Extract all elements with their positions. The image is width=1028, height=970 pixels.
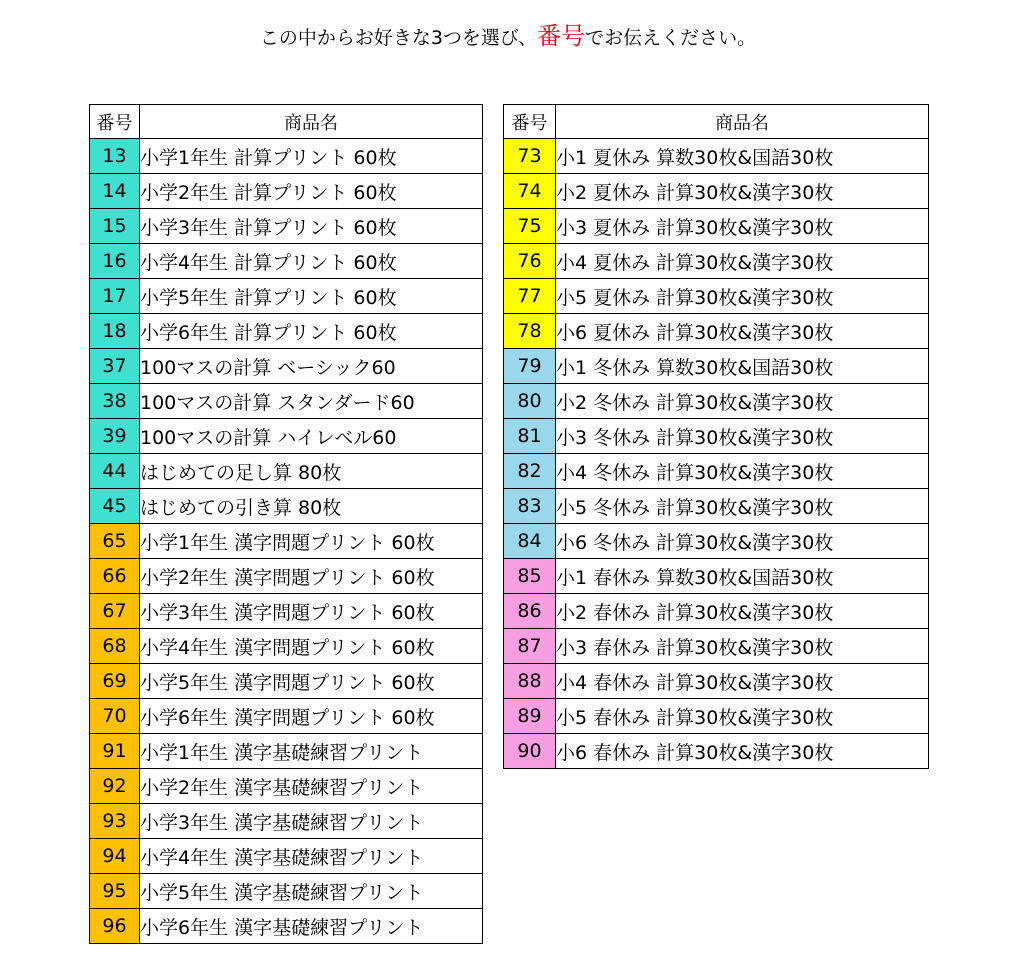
product-number: 37 bbox=[90, 349, 140, 384]
product-number: 83 bbox=[504, 489, 556, 524]
product-name: 小学5年生 計算プリント 60枚 bbox=[140, 279, 483, 314]
product-table-left bbox=[89, 104, 483, 944]
product-number: 15 bbox=[90, 209, 140, 244]
product-number: 13 bbox=[90, 139, 140, 174]
product-name: 小学1年生 漢字問題プリント 60枚 bbox=[140, 524, 483, 559]
instruction-text-before: この中からお好きな3つを選び、 bbox=[259, 27, 538, 49]
product-number: 70 bbox=[90, 699, 140, 734]
table-header-row bbox=[90, 105, 483, 139]
product-number: 76 bbox=[504, 244, 556, 279]
table-row bbox=[504, 244, 929, 279]
product-name: 小4 夏休み 計算30枚&漢字30枚 bbox=[556, 244, 929, 279]
product-number: 92 bbox=[90, 769, 140, 804]
product-number: 88 bbox=[504, 664, 556, 699]
table-row bbox=[90, 804, 483, 839]
product-number: 81 bbox=[504, 419, 556, 454]
table-row bbox=[504, 629, 929, 664]
product-number: 69 bbox=[90, 664, 140, 699]
product-number: 16 bbox=[90, 244, 140, 279]
product-name: 小2 冬休み 計算30枚&漢字30枚 bbox=[556, 384, 929, 419]
product-number: 77 bbox=[504, 279, 556, 314]
product-number: 45 bbox=[90, 489, 140, 524]
product-name: 小1 冬休み 算数30枚&国語30枚 bbox=[556, 349, 929, 384]
product-name: はじめての引き算 80枚 bbox=[140, 489, 483, 524]
product-name: 小3 春休み 計算30枚&漢字30枚 bbox=[556, 629, 929, 664]
column-header-name: 商品名 bbox=[556, 105, 929, 139]
table-row bbox=[504, 664, 929, 699]
table-row bbox=[90, 244, 483, 279]
table-header-row bbox=[504, 105, 929, 139]
table-row bbox=[504, 384, 929, 419]
product-name: 小学4年生 漢字基礎練習プリント bbox=[140, 839, 483, 874]
product-name: 小1 春休み 算数30枚&国語30枚 bbox=[556, 559, 929, 594]
product-name: 100マスの計算 スタンダード60 bbox=[140, 384, 483, 419]
product-name: 小学3年生 漢字問題プリント 60枚 bbox=[140, 594, 483, 629]
product-name: 小学2年生 漢字基礎練習プリント bbox=[140, 769, 483, 804]
table-row bbox=[90, 664, 483, 699]
column-header-name: 商品名 bbox=[140, 105, 483, 139]
product-number: 67 bbox=[90, 594, 140, 629]
table-row bbox=[504, 699, 929, 734]
product-name: 小学5年生 漢字基礎練習プリント bbox=[140, 874, 483, 909]
product-name: 小2 春休み 計算30枚&漢字30枚 bbox=[556, 594, 929, 629]
table-row bbox=[90, 314, 483, 349]
product-number: 89 bbox=[504, 699, 556, 734]
product-name: 小学6年生 漢字問題プリント 60枚 bbox=[140, 699, 483, 734]
product-number: 82 bbox=[504, 454, 556, 489]
table-row bbox=[90, 874, 483, 909]
product-number: 85 bbox=[504, 559, 556, 594]
table-row bbox=[90, 524, 483, 559]
table-row bbox=[504, 524, 929, 559]
table-row bbox=[504, 139, 929, 174]
product-name: 小2 夏休み 計算30枚&漢字30枚 bbox=[556, 174, 929, 209]
product-number: 91 bbox=[90, 734, 140, 769]
product-name: 小学6年生 漢字基礎練習プリント bbox=[140, 909, 483, 944]
product-number: 44 bbox=[90, 454, 140, 489]
product-name: 小学4年生 漢字問題プリント 60枚 bbox=[140, 629, 483, 664]
table-row bbox=[90, 909, 483, 944]
product-name: 小学3年生 漢字基礎練習プリント bbox=[140, 804, 483, 839]
product-number: 96 bbox=[90, 909, 140, 944]
product-number: 78 bbox=[504, 314, 556, 349]
product-number: 18 bbox=[90, 314, 140, 349]
product-number: 38 bbox=[90, 384, 140, 419]
product-number: 74 bbox=[504, 174, 556, 209]
product-name: 小5 春休み 計算30枚&漢字30枚 bbox=[556, 699, 929, 734]
product-name: 100マスの計算 ベーシック60 bbox=[140, 349, 483, 384]
table-row bbox=[504, 209, 929, 244]
product-name: 100マスの計算 ハイレベル60 bbox=[140, 419, 483, 454]
product-name: 小4 冬休み 計算30枚&漢字30枚 bbox=[556, 454, 929, 489]
product-name: 小3 冬休み 計算30枚&漢字30枚 bbox=[556, 419, 929, 454]
product-name: 小学2年生 計算プリント 60枚 bbox=[140, 174, 483, 209]
product-number: 17 bbox=[90, 279, 140, 314]
table-row bbox=[90, 734, 483, 769]
product-number: 75 bbox=[504, 209, 556, 244]
product-number: 90 bbox=[504, 734, 556, 769]
product-name: 小5 冬休み 計算30枚&漢字30枚 bbox=[556, 489, 929, 524]
table-row bbox=[504, 174, 929, 209]
table-row bbox=[504, 559, 929, 594]
product-number: 79 bbox=[504, 349, 556, 384]
product-name: 小6 夏休み 計算30枚&漢字30枚 bbox=[556, 314, 929, 349]
table-row bbox=[90, 209, 483, 244]
table-row bbox=[90, 174, 483, 209]
product-name: 小1 夏休み 算数30枚&国語30枚 bbox=[556, 139, 929, 174]
product-number: 39 bbox=[90, 419, 140, 454]
table-row bbox=[504, 454, 929, 489]
table-row bbox=[504, 314, 929, 349]
instruction-headline bbox=[0, 20, 1016, 54]
product-name: 小6 冬休み 計算30枚&漢字30枚 bbox=[556, 524, 929, 559]
product-number: 94 bbox=[90, 839, 140, 874]
table-row bbox=[504, 734, 929, 769]
product-number: 84 bbox=[504, 524, 556, 559]
table-row bbox=[90, 384, 483, 419]
table-row bbox=[90, 279, 483, 314]
product-name: 小学3年生 計算プリント 60枚 bbox=[140, 209, 483, 244]
table-row bbox=[90, 139, 483, 174]
product-name: 小学1年生 計算プリント 60枚 bbox=[140, 139, 483, 174]
table-row bbox=[90, 419, 483, 454]
product-number: 68 bbox=[90, 629, 140, 664]
product-number: 73 bbox=[504, 139, 556, 174]
column-header-number: 番号 bbox=[504, 105, 556, 139]
table-row bbox=[504, 594, 929, 629]
product-name: 小学4年生 計算プリント 60枚 bbox=[140, 244, 483, 279]
product-name: 小5 夏休み 計算30枚&漢字30枚 bbox=[556, 279, 929, 314]
table-row bbox=[90, 349, 483, 384]
table-row bbox=[90, 454, 483, 489]
table-row bbox=[90, 594, 483, 629]
product-number: 86 bbox=[504, 594, 556, 629]
product-table-right bbox=[503, 104, 929, 769]
product-name: はじめての足し算 80枚 bbox=[140, 454, 483, 489]
product-number: 93 bbox=[90, 804, 140, 839]
product-name: 小3 夏休み 計算30枚&漢字30枚 bbox=[556, 209, 929, 244]
table-row bbox=[90, 699, 483, 734]
product-number: 14 bbox=[90, 174, 140, 209]
table-row bbox=[90, 629, 483, 664]
product-number: 66 bbox=[90, 559, 140, 594]
table-row bbox=[90, 559, 483, 594]
product-number: 95 bbox=[90, 874, 140, 909]
table-row bbox=[504, 489, 929, 524]
column-header-number: 番号 bbox=[90, 105, 140, 139]
instruction-emphasis: 番号 bbox=[537, 22, 586, 50]
product-name: 小学1年生 漢字基礎練習プリント bbox=[140, 734, 483, 769]
product-name: 小6 春休み 計算30枚&漢字30枚 bbox=[556, 734, 929, 769]
table-row bbox=[90, 769, 483, 804]
product-name: 小学5年生 漢字問題プリント 60枚 bbox=[140, 664, 483, 699]
product-number: 65 bbox=[90, 524, 140, 559]
product-name: 小学2年生 漢字問題プリント 60枚 bbox=[140, 559, 483, 594]
table-row bbox=[504, 349, 929, 384]
table-row bbox=[90, 839, 483, 874]
product-name: 小4 春休み 計算30枚&漢字30枚 bbox=[556, 664, 929, 699]
table-row bbox=[504, 279, 929, 314]
table-row bbox=[504, 419, 929, 454]
table-row bbox=[90, 489, 483, 524]
product-number: 87 bbox=[504, 629, 556, 664]
instruction-text-after: でお伝えください。 bbox=[585, 27, 757, 49]
product-number: 80 bbox=[504, 384, 556, 419]
product-name: 小学6年生 計算プリント 60枚 bbox=[140, 314, 483, 349]
